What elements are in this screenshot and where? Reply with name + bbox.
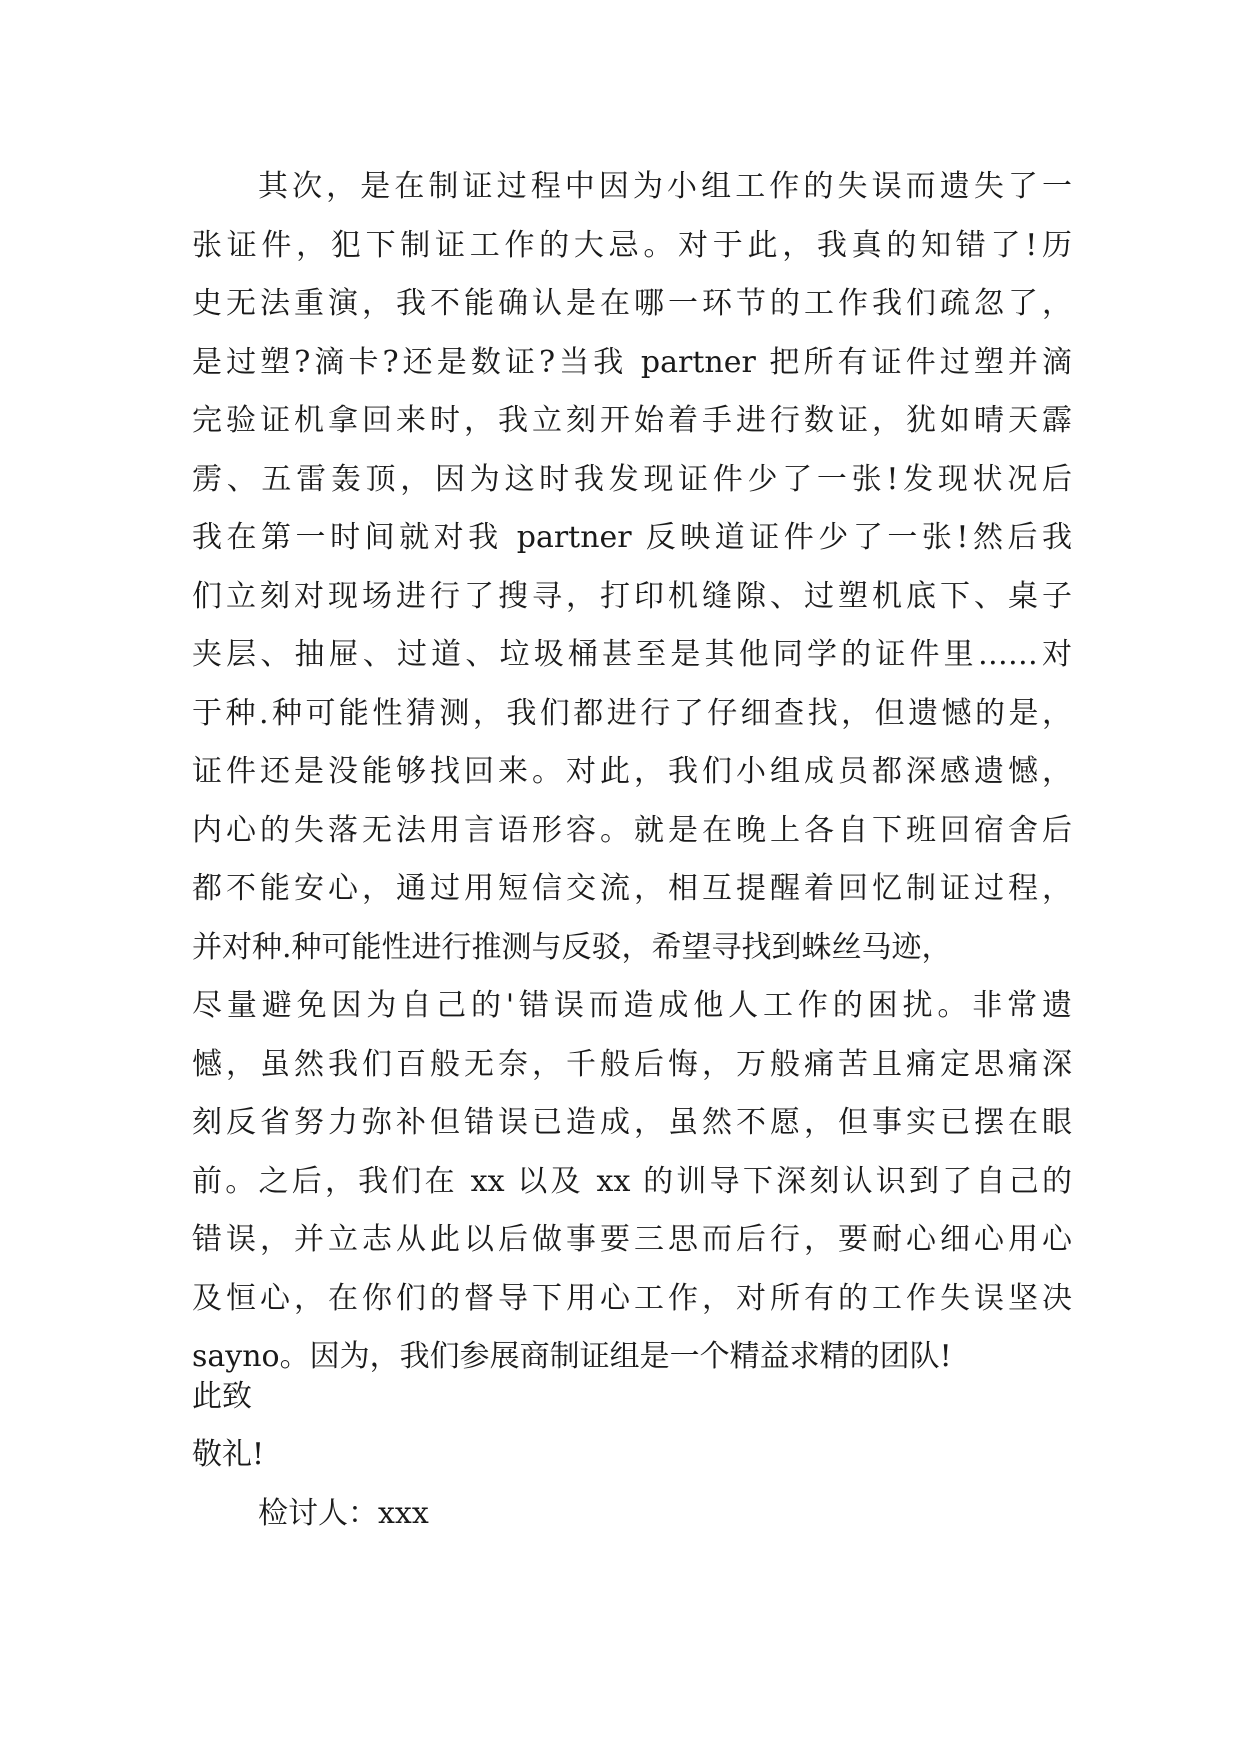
body-line: 及恒心，在你们的督导下用心工作，对所有的工作失误坚决 (192, 1280, 1072, 1316)
body-line: sayno。因为，我们参展商制证组是一个精益求精的团队! (192, 1339, 952, 1374)
body-line: 憾，虽然我们百般无奈，千般后悔，万般痛苦且痛定思痛深 (192, 1046, 1072, 1082)
body-line: 刻反省努力弥补但错误已造成，虽然不愿，但事实已摆在眼 (192, 1105, 1072, 1140)
body-line: 雳、五雷轰顶，因为这时我发现证件少了一张!发现状况后 (192, 461, 1072, 497)
letter-body (192, 158, 1072, 1387)
salutation-line-2: 敬礼! (192, 1437, 265, 1472)
body-line: 错误，并立志从此以后做事要三思而后行，要耐心细心用心 (192, 1222, 1072, 1257)
body-line: 我在第一时间就对我 partner 反映道证件少了一张!然后我 (192, 520, 1072, 555)
salutation-line-1: 此致 (192, 1379, 252, 1414)
body-line: 夹层、抽屉、过道、垃圾桶甚至是其他同学的证件里……对 (192, 637, 1072, 672)
body-line: 是过塑?滴卡?还是数证?当我 partner 把所有证件过塑并滴 (192, 344, 1072, 380)
body-line: 史无法重演，我不能确认是在哪一环节的工作我们疏忽了， (192, 286, 1072, 321)
body-line: 前。之后，我们在 xx 以及 xx 的训导下深刻认识到了自己的 (192, 1163, 1072, 1199)
body-line: 于种.种可能性猜测，我们都进行了仔细查找，但遗憾的是， (192, 695, 1072, 731)
body-line: 其次，是在制证过程中因为小组工作的失误而遗失了一 (258, 169, 1072, 204)
body-line: 们立刻对现场进行了搜寻，打印机缝隙、过塑机底下、桌子 (192, 578, 1072, 614)
body-line: 张证件，犯下制证工作的大忌。对于此，我真的知错了!历 (192, 227, 1072, 263)
body-line: 并对种.种可能性进行推测与反驳，希望寻找到蛛丝马迹， (192, 929, 952, 965)
signature-line: 检讨人：xxx (258, 1496, 429, 1531)
body-line: 完验证机拿回来时，我立刻开始着手进行数证，犹如晴天霹 (192, 403, 1072, 438)
body-line: 证件还是没能够找回来。对此，我们小组成员都深感遗憾， (192, 754, 1072, 789)
body-line: 尽量避免因为自己的'错误而造成他人工作的困扰。非常遗 (192, 988, 1072, 1023)
body-line: 都不能安心，通过用短信交流，相互提醒着回忆制证过程， (192, 871, 1072, 906)
body-line: 内心的失落无法用言语形容。就是在晚上各自下班回宿舍后 (192, 812, 1072, 848)
